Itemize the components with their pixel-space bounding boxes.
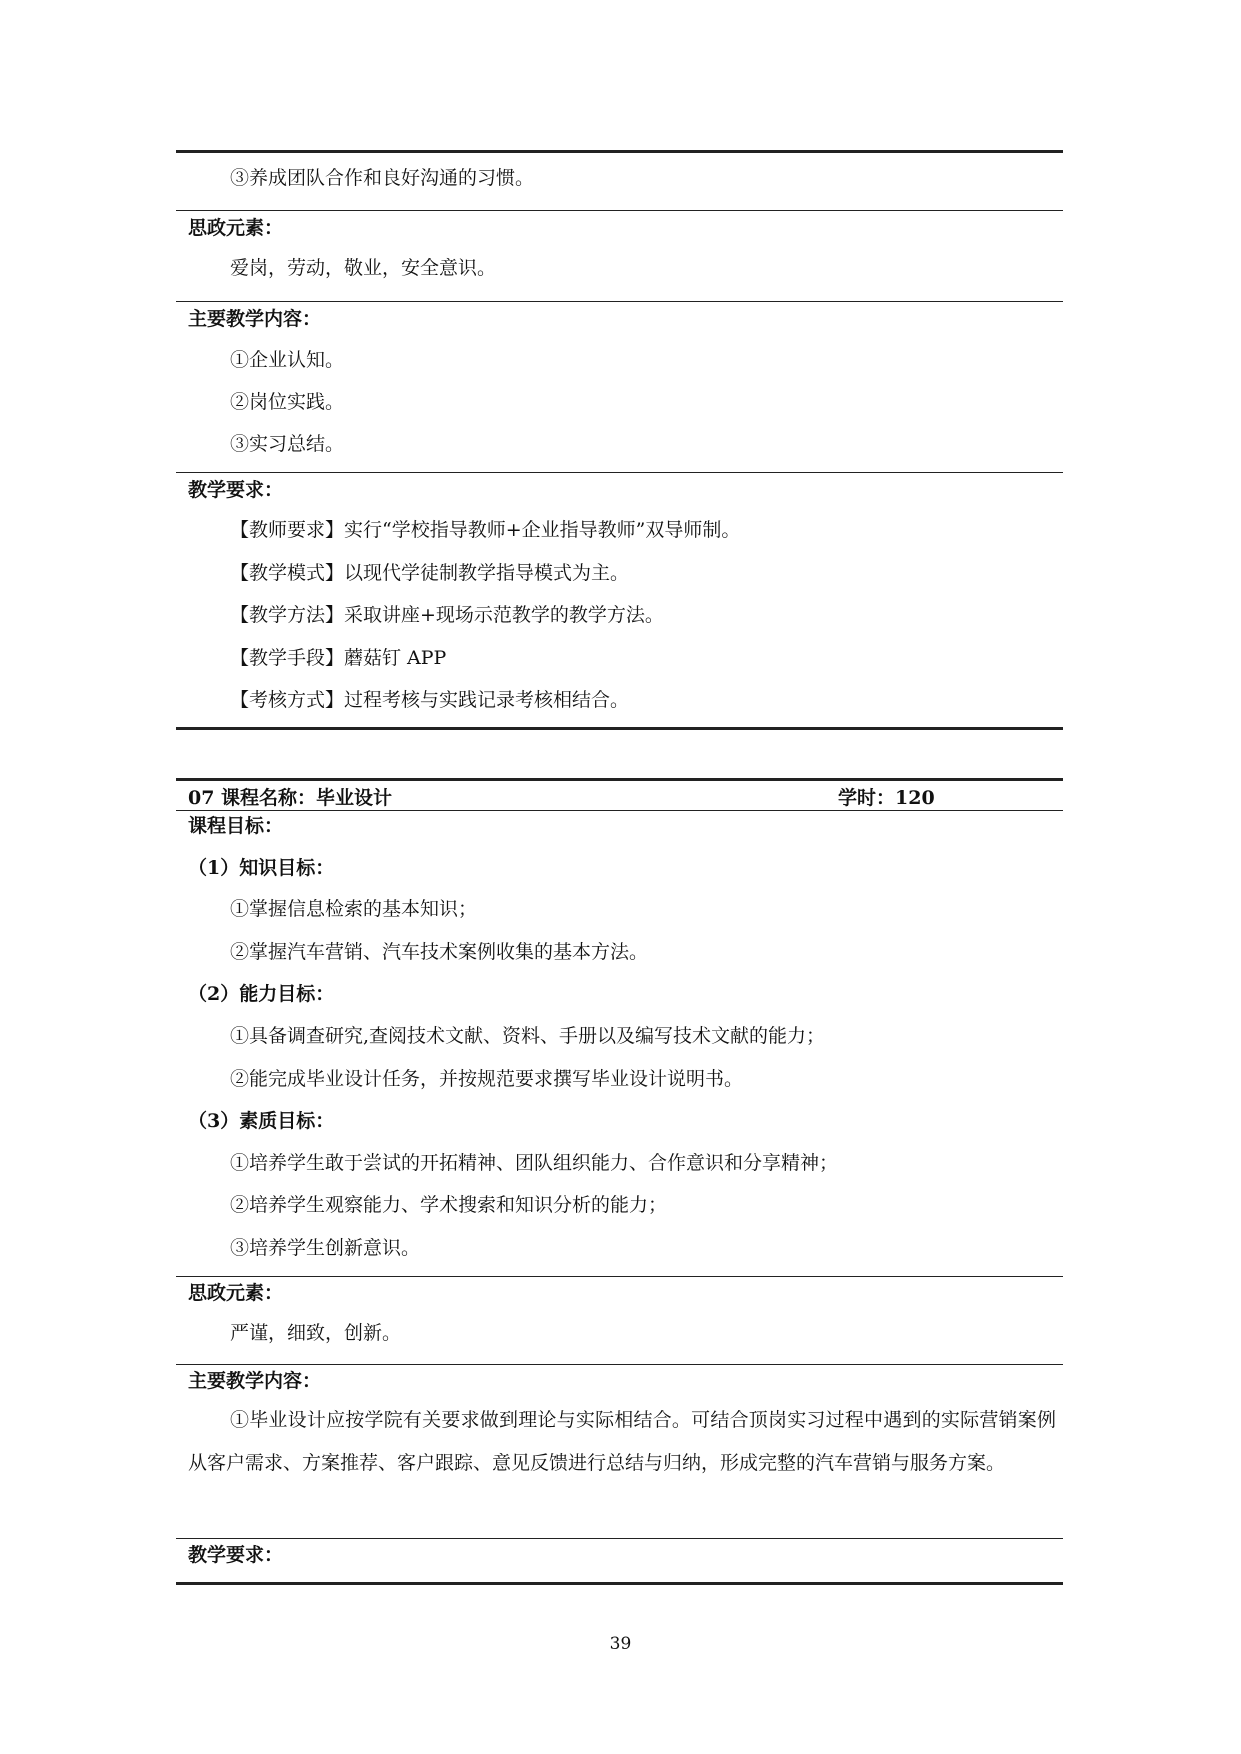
page-number: 39 [609, 1634, 632, 1654]
requirement-item: 【考核方式】过程考核与实践记录考核相结合。 [230, 689, 630, 711]
requirement-item: 【教学手段】蘑菇钉 APP [230, 647, 447, 669]
course-hours: 学时：120 [838, 787, 935, 809]
divider [176, 472, 1063, 473]
ability-heading: （2）能力目标： [188, 983, 335, 1005]
knowledge-item: ②掌握汽车营销、汽车技术案例收集的基本方法。 [230, 941, 649, 963]
content-heading: 主要教学内容： [188, 1370, 322, 1392]
goal-item: ③养成团队合作和良好沟通的习惯。 [230, 167, 535, 189]
content-item: ①企业认知。 [230, 349, 345, 371]
ideology-text: 严谨，细致，创新。 [230, 1322, 402, 1344]
quality-item: ①培养学生敢于尝试的开拓精神、团队组织能力、合作意识和分享精神； [230, 1152, 839, 1174]
quality-heading: （3）素质目标： [188, 1110, 335, 1132]
bottom-rule [176, 727, 1063, 730]
divider [176, 1538, 1063, 1539]
requirement-item: 【教学方法】采取讲座+现场示范教学的教学方法。 [230, 604, 664, 626]
course-title: 07 课程名称：毕业设计 [188, 787, 393, 809]
content-paragraph: ①毕业设计应按学院有关要求做到理论与实际相结合。可结合顶岗实习过程中遇到的实际营销案例从客户需求、方案推荐、客户跟踪、意见反馈进行总结与归纳，形成完整的汽车营销与服务方案。 [188, 1409, 1056, 1474]
requirement-item: 【教师要求】实行“学校指导教师+企业指导教师”双导师制。 [230, 519, 741, 541]
divider [176, 810, 1063, 811]
goal-heading: 课程目标： [188, 815, 284, 837]
divider [176, 210, 1063, 211]
divider [176, 301, 1063, 302]
ideology-heading: 思政元素： [188, 1282, 284, 1304]
bottom-rule [176, 1582, 1063, 1585]
content-heading: 主要教学内容： [188, 308, 322, 330]
knowledge-heading: （1）知识目标： [188, 857, 335, 879]
knowledge-item: ①掌握信息检索的基本知识； [230, 898, 478, 920]
quality-item: ②培养学生观察能力、学术搜索和知识分析的能力； [230, 1194, 668, 1216]
ideology-heading: 思政元素： [188, 217, 284, 239]
content-item: ③实习总结。 [230, 433, 345, 455]
content-item: ②岗位实践。 [230, 391, 345, 413]
ability-item: ②能完成毕业设计任务，并按规范要求撰写毕业设计说明书。 [230, 1068, 744, 1090]
requirements-heading: 教学要求： [188, 1544, 284, 1566]
ideology-text: 爱岗，劳动，敬业，安全意识。 [230, 257, 497, 279]
requirements-heading: 教学要求： [188, 479, 284, 501]
quality-item: ③培养学生创新意识。 [230, 1237, 421, 1259]
divider [176, 1276, 1063, 1277]
ability-item: ①具备调查研究,查阅技术文献、资料、手册以及编写技术文献的能力； [230, 1025, 826, 1047]
top-rule [176, 150, 1063, 153]
requirement-item: 【教学模式】以现代学徒制教学指导模式为主。 [230, 562, 630, 584]
divider [176, 1364, 1063, 1365]
top-rule [176, 778, 1063, 781]
